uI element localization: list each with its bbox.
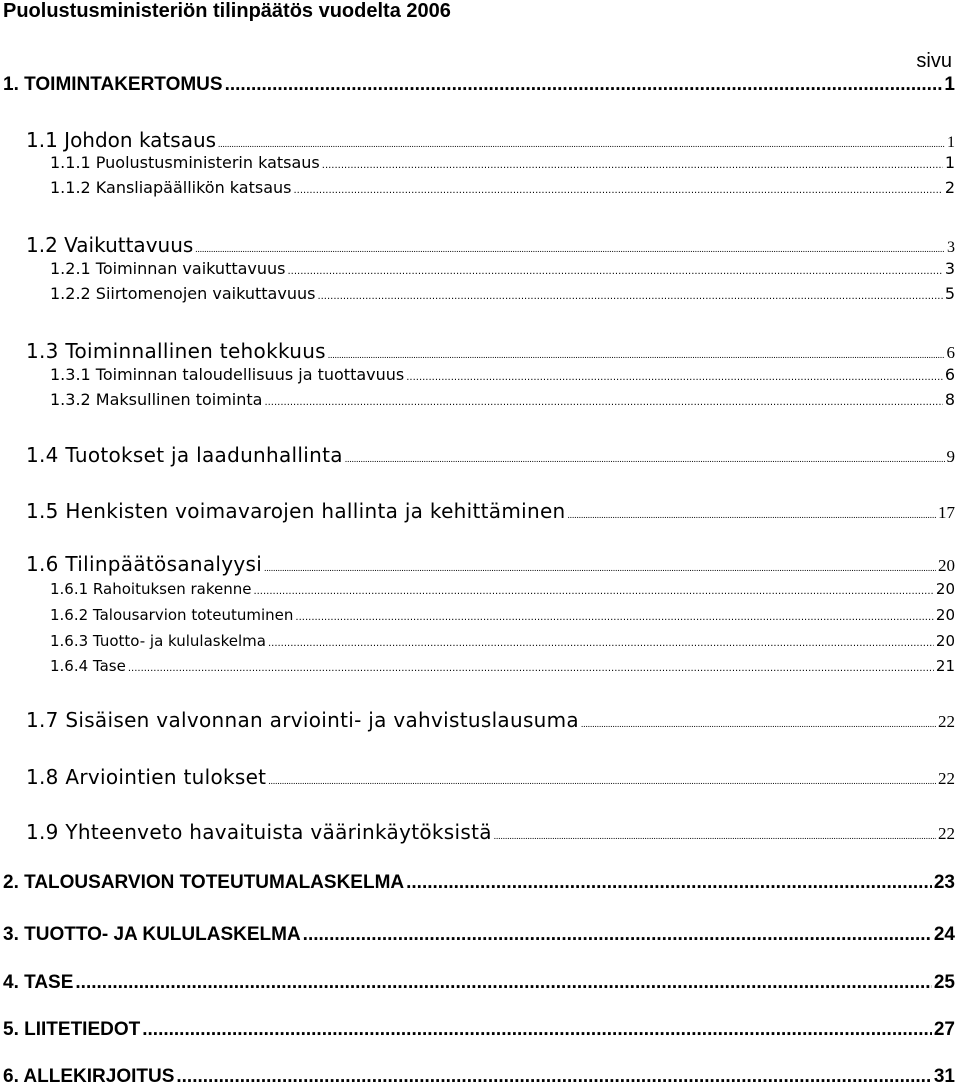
toc-entry-page: 3 [947,239,955,256]
dot-leader [264,563,936,573]
toc-entry-page: 20 [935,632,955,650]
toc-entry[interactable] [50,606,955,630]
toc-entry-label: 2. TALOUSARVION TOTEUTUMALASKELMA [3,872,405,893]
toc-entry-page: 3 [944,259,955,278]
toc-entry[interactable] [50,153,955,177]
toc-entry-label: 1.8 Arviointien tulokset [26,765,267,789]
toc-entry[interactable] [26,708,955,732]
toc-entry-page: 5 [944,284,955,303]
toc-entry-label: 1.6.1 Rahoituksen rakenne [50,580,252,598]
toc-entry[interactable] [26,765,955,789]
toc-entry[interactable] [50,657,955,681]
toc-entry-label: 3. TUOTTO- JA KULULASKELMA [3,924,301,945]
dot-leader [75,972,931,994]
toc-entry[interactable] [26,499,955,523]
document-title: Puolustusministeriön tilinpäätös vuodelta 2006 [3,0,451,22]
toc-entry[interactable] [26,552,955,576]
toc-entry[interactable] [26,820,955,844]
toc-entry-label: 1.2.2 Siirtomenojen vaikuttavuus [50,284,316,303]
toc-entry-label: 1. TOIMINTAKERTOMUS [3,74,223,95]
toc-entry[interactable] [50,178,955,202]
toc-entry-label: 1.5 Henkisten voimavarojen hallinta ja kehittäminen [26,499,566,523]
toc-entry[interactable] [50,390,955,414]
toc-entry-page: 22 [938,712,955,731]
toc-entry-label: 1.1.2 Kansliapäällikön katsaus [50,178,292,197]
toc-entry-page: 1 [944,74,955,95]
toc-entry[interactable] [26,339,955,363]
toc-entry-label: 1.9 Yhteenveto havaituista väärinkäytöksistä [26,820,492,844]
toc-entry-label: 4. TASE [3,972,74,993]
toc-entry[interactable] [50,284,955,308]
toc-entry-page: 6 [944,365,955,384]
toc-entry-page: 27 [933,1019,955,1040]
toc-entry-label: 1.1.1 Puolustusministerin katsaus [50,153,320,172]
toc-entry-label: 1.3.1 Toiminnan taloudellisuus ja tuottavuus [50,365,405,384]
dot-leader [581,719,936,729]
toc-entry-label: 1.1 Johdon katsaus [26,128,217,152]
toc-entry-label: 1.6.2 Talousarvion toteutuminen [50,606,294,624]
toc-entry-page: 21 [935,657,955,675]
toc-entry-page: 22 [938,824,955,843]
toc-entry[interactable] [3,972,955,996]
toc-entry-page: 25 [933,972,955,993]
toc-entry-label: 5. LIITETIEDOT [3,1019,141,1040]
toc-entry[interactable] [3,872,955,896]
dot-leader [406,872,932,894]
dot-leader [293,185,942,196]
dot-leader [268,776,936,786]
dot-leader [264,397,942,408]
dot-leader [345,454,945,464]
toc-entry-page: 23 [933,872,955,893]
toc-entry[interactable] [26,233,955,257]
page-column-label: sivu [916,50,952,72]
dot-leader [322,160,943,171]
dot-leader [128,663,934,674]
toc-entry-label: 1.6.4 Tase [50,657,126,675]
toc-entry[interactable] [3,74,955,98]
toc-entry-page: 1 [947,134,955,151]
dot-leader [253,586,933,597]
toc-entry-label: 1.2.1 Toiminnan vaikuttavuus [50,259,286,278]
toc-entry[interactable] [50,365,955,389]
dot-leader [218,139,945,149]
toc-entry[interactable] [26,128,955,152]
toc-entry-label: 1.2 Vaikuttavuus [26,233,194,257]
dot-leader [406,372,943,383]
toc-entry-page: 6 [946,343,955,362]
dot-leader [288,266,943,277]
toc-entry-label: 1.7 Sisäisen valvonnan arviointi- ja vahvistuslausuma [26,708,579,732]
dot-leader [142,1019,932,1041]
toc-entry-page: 8 [944,390,955,409]
dot-leader [317,291,942,302]
dot-leader [295,612,933,623]
toc-entry[interactable] [3,1066,955,1090]
toc-entry-label: 1.3.2 Maksullinen toiminta [50,390,263,409]
toc-entry[interactable] [3,924,955,948]
dot-leader [195,244,945,254]
dot-leader [225,74,943,96]
toc-entry-page: 22 [938,769,955,788]
toc-entry-label: 6. ALLEKIRJOITUS [3,1066,175,1087]
toc-entry-page: 20 [938,556,955,575]
toc-entry-page: 24 [933,924,955,945]
toc-entry-page: 31 [933,1066,955,1087]
toc-entry-page: 1 [944,153,955,172]
toc-entry-label: 1.4 Tuotokset ja laadunhallinta [26,443,343,467]
toc-entry-label: 1.3 Toiminnallinen tehokkuus [26,339,326,363]
toc-entry-page: 17 [938,503,955,522]
dot-leader [303,924,932,946]
toc-entry-page: 9 [946,447,955,466]
dot-leader [328,350,945,360]
toc-entry[interactable] [50,580,955,604]
dot-leader [568,510,936,520]
toc-entry-page: 20 [935,580,955,598]
toc-entry[interactable] [50,259,955,283]
toc-entry-page: 20 [935,606,955,624]
toc-entry[interactable] [50,632,955,656]
toc-entry-label: 1.6.3 Tuotto- ja kululaskelma [50,632,266,650]
toc-entry[interactable] [26,443,955,467]
dot-leader [176,1066,931,1088]
dot-leader [494,831,936,841]
dot-leader [268,638,934,649]
toc-entry-label: 1.6 Tilinpäätösanalyysi [26,552,263,576]
toc-entry[interactable] [3,1019,955,1043]
toc-entry-page: 2 [944,178,955,197]
